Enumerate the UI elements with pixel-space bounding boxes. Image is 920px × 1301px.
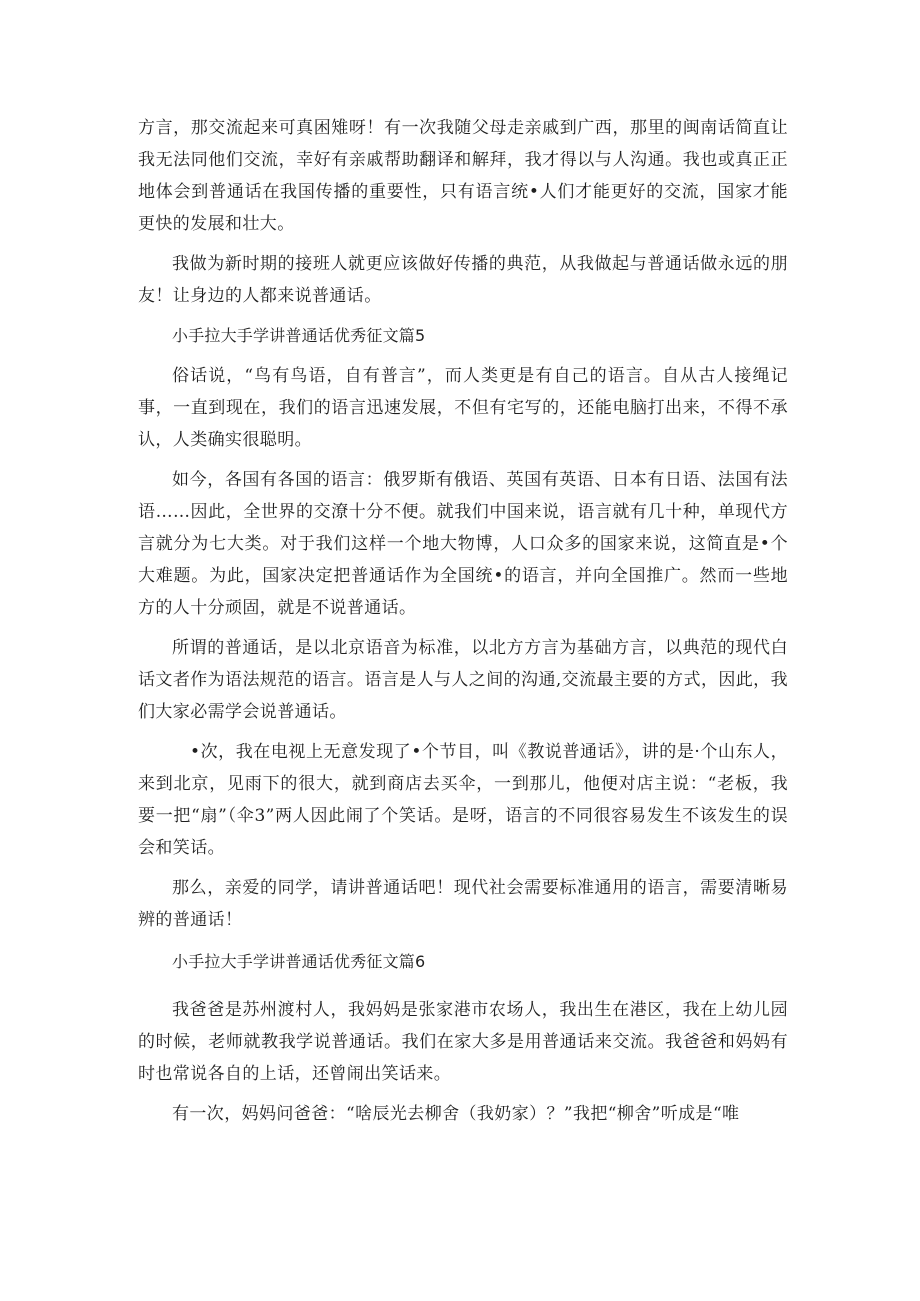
paragraph: 那么，亲爱的同学，请讲普通话吧！现代社会需要标准通用的语言，需要清晰易辨的普通话！ (138, 878, 788, 930)
paragraph: 我做为新时期的接班人就更应该做好传播的典范，从我做起与普通话做永远的朋友！让身边的人都来说普通话。 (138, 254, 788, 306)
paragraph: 如今，各国有各国的语言：俄罗斯有俄语、英国有英语、日本有日语、法国有法语……因此，全世界的交潦十分不便。就我们中国来说，语言就有几十种，单现代方言就分为七大类。对于我们这样一个地大物博，人口众多的国家来说，这简直是•个大难题。为此，国家决定把普通话作为全国统•的语言，并向全国推广。然而一些地方的人十分顽固，就是不说普通话。 (138, 470, 788, 618)
document-body (138, 112, 788, 1138)
paragraph: 有一次，妈妈问爸爸：“啥辰光去柳舍（我奶家）？”我把“柳舍”听成是“唯 (172, 1104, 740, 1124)
paragraph: 我爸爸是苏州渡村人，我妈妈是张家港市农场人，我出生在港区，我在上幼儿园的时候，老师就教我学说普通话。我们在家大多是用普通话来交流。我爸爸和妈妈有时也常说各自的上话，还曾闹出笑话来。 (138, 1000, 788, 1084)
section-heading: 小手拉大手学讲普通话优秀征文篇6 (172, 952, 426, 971)
section-heading: 小手拉大手学讲普通话优秀征文篇5 (172, 326, 426, 345)
paragraph: •次，我在电视上无意发现了•个节目，叫《教说普通话》，讲的是·个山东人，来到北京，见雨下的很大，就到商店去买伞，一到那儿，他便对店主说：“老板，我要一把“扇”（伞3”两人因此闹了个笑话。是呀，语言的不同很容易发生不该发生的误会和笑话。 (138, 742, 788, 858)
paragraph: 所谓的普通话，是以北京语音为标准，以北方方言为基础方言，以典范的现代白话文者作为语法规范的语言。语言是人与人之间的沟通,交流最主要的方式，因此，我们大家必需学会说普通话。 (138, 638, 788, 722)
paragraph: 方言，那交流起来可真困雉呀！有一次我随父母走亲戚到广西，那里的闽南话简直让我无法同他们交流，幸好有亲戚帮助翻译和解拜，我才得以与人沟通。我也或真正正地体会到普通话在我国传播的重要性，只有语言统•人们才能更好的交流，国家才能更快的发展和壮大。 (138, 118, 788, 234)
paragraph: 俗话说，“鸟有鸟语，自有普言”，而人类更是有自己的语言。自从古人接绳记事，一直到现在，我们的语言迅速发展，不但有宅写的，还能电脑打出来，不得不承认，人类确实很聪明。 (138, 366, 788, 450)
